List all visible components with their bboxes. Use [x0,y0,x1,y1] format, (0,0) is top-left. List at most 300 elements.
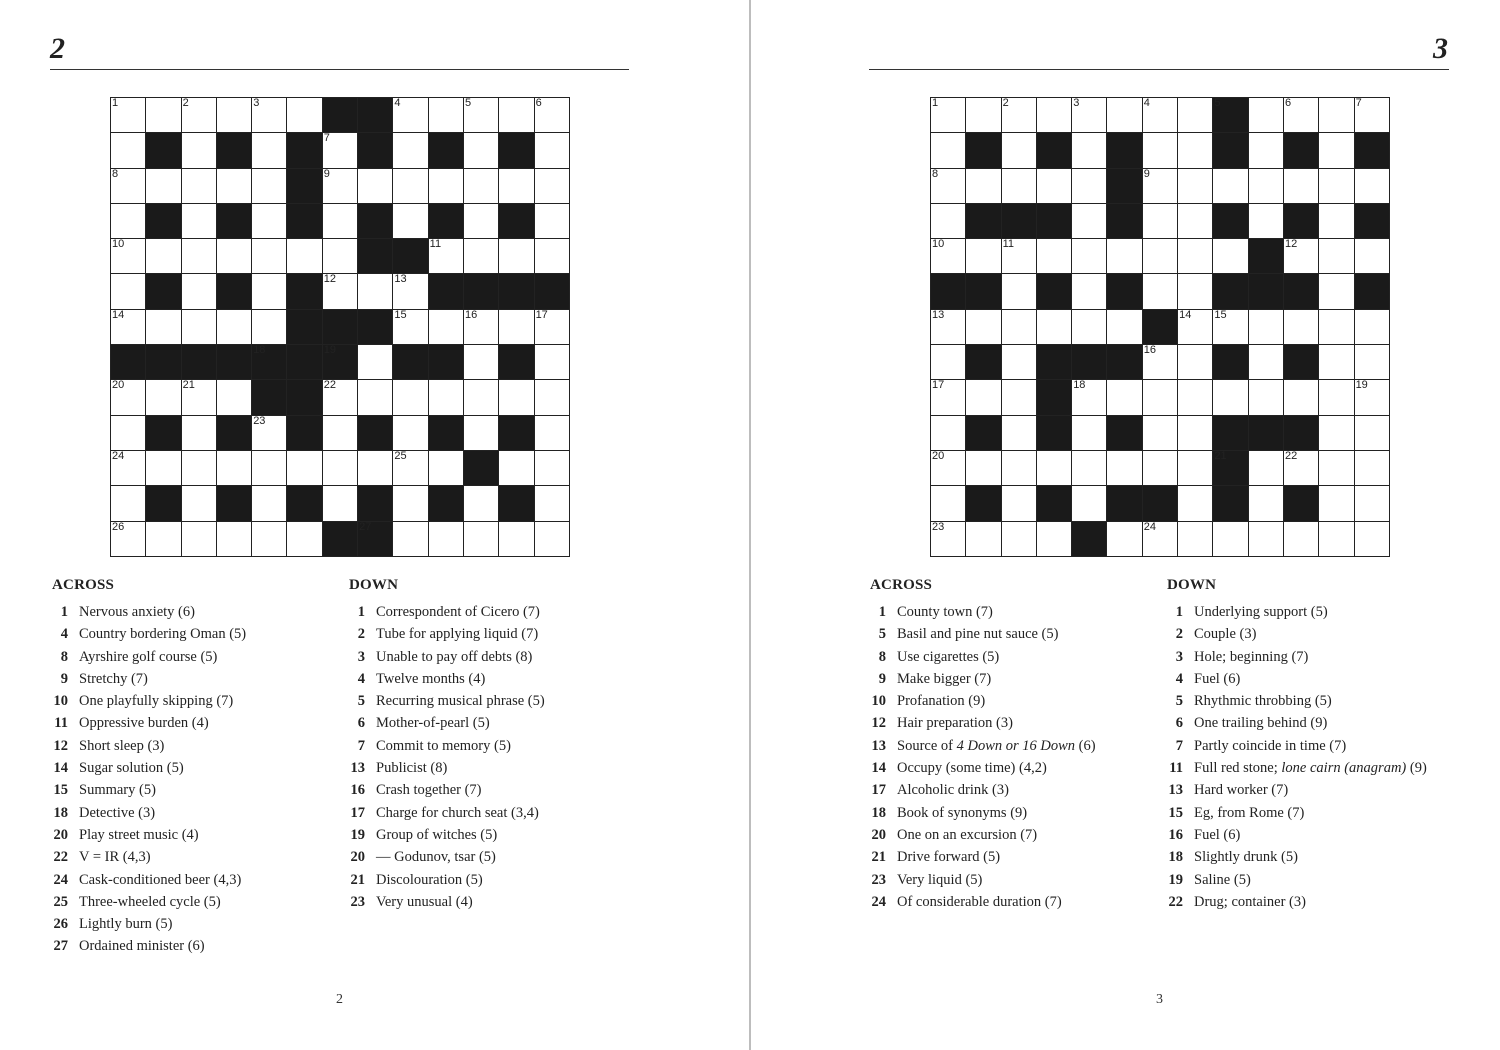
grid-block [1213,345,1247,379]
grid-cell[interactable] [1002,169,1036,203]
grid-cell[interactable] [1143,169,1177,203]
grid-block [1107,416,1141,450]
grid-cell[interactable] [323,486,357,520]
grid-cell[interactable] [1213,239,1247,273]
clue-number: 15 [1214,308,1227,321]
grid-block [1143,486,1177,520]
clue-item-text: Hair preparation (3) [897,715,1013,732]
grid-cell[interactable] [111,522,145,556]
grid-cell[interactable] [1072,380,1106,414]
grid-block [429,204,463,238]
grid-block [1107,345,1141,379]
grid-cell[interactable] [1178,486,1212,520]
grid-block [217,274,251,308]
grid-cell[interactable] [146,239,180,273]
grid-cell[interactable] [1107,310,1141,344]
grid-cell[interactable] [1002,451,1036,485]
grid-block [1213,133,1247,167]
grid-cell[interactable] [1319,345,1353,379]
grid-cell[interactable] [323,169,357,203]
grid-cell[interactable] [1143,204,1177,238]
grid-cell[interactable] [217,380,251,414]
grid-cell[interactable] [182,133,216,167]
grid-cell[interactable] [1002,133,1036,167]
grid-cell[interactable] [464,416,498,450]
grid-cell[interactable] [252,522,286,556]
grid-cell[interactable] [429,169,463,203]
grid-cell[interactable] [931,310,965,344]
grid-cell[interactable] [966,380,1000,414]
grid-cell[interactable] [1319,133,1353,167]
grid-cell[interactable] [429,380,463,414]
grid-cell[interactable] [1284,310,1318,344]
grid-cell[interactable] [393,310,427,344]
grid-cell[interactable] [1178,274,1212,308]
grid-cell[interactable] [1319,98,1353,132]
clue-number: 24 [1143,520,1157,533]
clue-item [48,623,328,645]
grid-cell[interactable] [535,416,569,450]
grid-cell[interactable] [464,522,498,556]
grid-cell[interactable] [1284,98,1318,132]
grid-cell[interactable] [146,169,180,203]
grid-cell[interactable] [111,239,145,273]
grid-cell[interactable] [1143,416,1177,450]
grid-cell[interactable] [217,522,251,556]
grid-cell[interactable] [464,486,498,520]
grid-block [1037,274,1071,308]
grid-block [287,133,321,167]
grid-cell[interactable] [217,239,251,273]
clue-item-number: 17 [871,782,886,799]
grid-cell[interactable] [1072,416,1106,450]
clue-item-number: 5 [878,626,886,643]
grid-cell[interactable] [1002,239,1036,273]
grid-cell[interactable] [111,451,145,485]
grid-cell[interactable] [1178,345,1212,379]
grid-cell[interactable] [358,345,392,379]
grid-cell[interactable] [393,169,427,203]
clue-item-text: Oppressive burden (4) [79,715,209,732]
grid-cell[interactable] [393,204,427,238]
clue-item [1163,712,1453,734]
grid-block [217,486,251,520]
grid-block [252,380,286,414]
grid-cell[interactable] [323,274,357,308]
grid-block [358,239,392,273]
grid-cell[interactable] [1143,274,1177,308]
grid-cell[interactable] [217,310,251,344]
grid-cell[interactable] [111,169,145,203]
grid-cell[interactable] [1355,486,1389,520]
grid-cell[interactable] [931,486,965,520]
grid-cell[interactable] [111,204,145,238]
grid-block [323,98,357,132]
grid-cell[interactable] [111,416,145,450]
grid-cell[interactable] [1319,310,1353,344]
grid-cell[interactable] [1178,416,1212,450]
grid-cell[interactable] [323,133,357,167]
grid-cell[interactable] [1143,522,1177,556]
grid-cell[interactable] [1355,345,1389,379]
grid-cell[interactable] [1002,345,1036,379]
clue-item-text: Play street music (4) [79,826,199,843]
grid-cell[interactable] [1107,451,1141,485]
clue-item [48,646,328,668]
grid-block [111,345,145,379]
clue-item-text: Occupy (some time) (4,2) [897,760,1047,777]
grid-cell[interactable] [358,274,392,308]
grid-cell[interactable] [1143,345,1177,379]
grid-cell[interactable] [1002,310,1036,344]
grid-block [217,133,251,167]
grid-cell[interactable] [1037,522,1071,556]
grid-cell[interactable] [252,169,286,203]
grid-block [429,416,463,450]
grid-cell[interactable] [1284,239,1318,273]
grid-cell[interactable] [217,451,251,485]
clue-item-text: Short sleep (3) [79,737,165,754]
grid-cell[interactable] [111,98,145,132]
clue-item-number: 7 [1175,737,1183,754]
grid-cell[interactable] [182,416,216,450]
grid-cell[interactable] [252,133,286,167]
grid-block [1213,274,1247,308]
grid-cell[interactable] [1178,133,1212,167]
grid-cell[interactable] [931,416,965,450]
grid-cell[interactable] [1178,451,1212,485]
grid-cell[interactable] [252,274,286,308]
grid-cell[interactable] [931,98,965,132]
grid-cell[interactable] [1213,380,1247,414]
grid-cell[interactable] [535,133,569,167]
grid-cell[interactable] [1037,310,1071,344]
grid-cell[interactable] [1002,522,1036,556]
grid-block [1213,451,1247,485]
grid-cell[interactable] [323,416,357,450]
grid-cell[interactable] [146,380,180,414]
grid-cell[interactable] [1107,522,1141,556]
grid-cell[interactable] [1284,380,1318,414]
page-number-header: 2 [50,32,65,65]
grid-cell[interactable] [393,451,427,485]
grid-block [429,133,463,167]
clue-item-number: 14 [53,760,68,777]
grid-cell[interactable] [1037,98,1071,132]
grid-cell[interactable] [358,169,392,203]
grid-block [966,133,1000,167]
grid-cell[interactable] [358,451,392,485]
grid-cell[interactable] [252,239,286,273]
grid-cell[interactable] [1002,380,1036,414]
grid-cell[interactable] [931,451,965,485]
grid-cell[interactable] [966,169,1000,203]
grid-cell[interactable] [182,522,216,556]
grid-cell[interactable] [1319,451,1353,485]
grid-cell[interactable] [1107,239,1141,273]
grid-cell[interactable] [499,169,533,203]
grid-cell[interactable] [182,274,216,308]
grid-cell[interactable] [464,169,498,203]
grid-cell[interactable] [1213,522,1247,556]
grid-cell[interactable] [287,98,321,132]
grid-cell[interactable] [966,522,1000,556]
clue-item [345,869,625,891]
grid-cell[interactable] [393,133,427,167]
grid-cell[interactable] [1284,169,1318,203]
grid-cell[interactable] [287,451,321,485]
grid-cell[interactable] [931,169,965,203]
grid-cell[interactable] [1249,310,1283,344]
clue-item [866,802,1146,824]
grid-cell[interactable] [535,522,569,556]
grid-cell[interactable] [1143,133,1177,167]
grid-cell[interactable] [1072,169,1106,203]
grid-cell[interactable] [1178,380,1212,414]
grid-cell[interactable] [499,522,533,556]
grid-cell[interactable] [464,345,498,379]
grid-cell[interactable] [499,98,533,132]
grid-cell[interactable] [111,310,145,344]
grid-cell[interactable] [429,522,463,556]
clue-item-text: Make bigger (7) [897,670,992,687]
grid-block [217,416,251,450]
grid-cell[interactable] [1072,204,1106,238]
grid-cell[interactable] [1355,522,1389,556]
grid-cell[interactable] [393,98,427,132]
clue-number: 16 [464,308,478,321]
grid-cell[interactable] [111,133,145,167]
grid-cell[interactable] [1178,522,1212,556]
grid-cell[interactable] [464,380,498,414]
grid-cell[interactable] [429,451,463,485]
grid-cell[interactable] [1072,239,1106,273]
grid-cell[interactable] [146,98,180,132]
grid-cell[interactable] [1355,169,1389,203]
crossword-grid[interactable] [930,97,1390,557]
grid-cell[interactable] [1249,98,1283,132]
grid-cell[interactable] [1072,486,1106,520]
grid-cell[interactable] [217,169,251,203]
clue-item-number: 8 [878,648,886,665]
grid-cell[interactable] [1249,169,1283,203]
grid-cell[interactable] [429,310,463,344]
grid-cell[interactable] [1178,310,1212,344]
grid-cell[interactable] [464,204,498,238]
grid-block [464,451,498,485]
grid-cell[interactable] [1249,522,1283,556]
grid-cell[interactable] [358,380,392,414]
clue-number: 2 [1002,97,1009,109]
grid-cell[interactable] [1249,451,1283,485]
grid-cell[interactable] [499,380,533,414]
grid-cell[interactable] [966,98,1000,132]
grid-cell[interactable] [1319,416,1353,450]
grid-cell[interactable] [1143,380,1177,414]
grid-cell[interactable] [931,522,965,556]
crossword-grid[interactable] [110,97,570,557]
grid-cell[interactable] [1319,274,1353,308]
grid-cell[interactable] [217,98,251,132]
grid-cell[interactable] [111,486,145,520]
grid-cell[interactable] [1072,274,1106,308]
grid-cell[interactable] [1355,239,1389,273]
grid-cell[interactable] [182,380,216,414]
clue-item [1163,779,1453,801]
grid-cell[interactable] [1355,451,1389,485]
grid-cell[interactable] [393,486,427,520]
grid-cell[interactable] [1319,239,1353,273]
clue-number: 16 [1143,344,1157,357]
grid-cell[interactable] [146,451,180,485]
clue-item [345,601,625,623]
grid-cell[interactable] [182,310,216,344]
grid-cell[interactable] [1037,451,1071,485]
grid-cell[interactable] [1355,416,1389,450]
grid-cell[interactable] [1002,486,1036,520]
grid-cell[interactable] [111,380,145,414]
grid-cell[interactable] [393,274,427,308]
clue-item-text: Use cigarettes (5) [897,648,1000,665]
grid-block [1249,239,1283,273]
grid-cell[interactable] [252,451,286,485]
grid-cell[interactable] [182,486,216,520]
grid-cell[interactable] [464,310,498,344]
grid-cell[interactable] [535,169,569,203]
grid-cell[interactable] [1002,98,1036,132]
grid-cell[interactable] [1319,169,1353,203]
grid-cell[interactable] [323,204,357,238]
grid-cell[interactable] [323,239,357,273]
grid-cell[interactable] [499,310,533,344]
clue-item [1163,891,1453,913]
clue-item-text: Drug; container (3) [1194,893,1306,910]
grid-cell[interactable] [1249,345,1283,379]
grid-cell[interactable] [182,169,216,203]
clue-item-number: 5 [357,693,365,710]
grid-cell[interactable] [182,239,216,273]
grid-cell[interactable] [182,204,216,238]
grid-cell[interactable] [1072,310,1106,344]
grid-cell[interactable] [1178,204,1212,238]
grid-cell[interactable] [146,522,180,556]
grid-cell[interactable] [1178,239,1212,273]
grid-cell[interactable] [499,239,533,273]
grid-cell[interactable] [966,310,1000,344]
grid-cell[interactable] [1284,451,1318,485]
grid-cell[interactable] [1178,98,1212,132]
grid-cell[interactable] [1037,169,1071,203]
grid-cell[interactable] [535,204,569,238]
grid-cell[interactable] [499,451,533,485]
grid-cell[interactable] [287,239,321,273]
grid-cell[interactable] [252,486,286,520]
grid-cell[interactable] [1284,522,1318,556]
grid-cell[interactable] [1319,380,1353,414]
grid-cell[interactable] [931,239,965,273]
clue-item-number: 21 [350,871,365,888]
grid-cell[interactable] [1249,486,1283,520]
grid-cell[interactable] [252,204,286,238]
grid-cell[interactable] [1249,204,1283,238]
grid-cell[interactable] [966,239,1000,273]
grid-cell[interactable] [931,133,965,167]
grid-cell[interactable] [931,380,965,414]
clue-number: 19 [1355,379,1368,392]
grid-cell[interactable] [1249,380,1283,414]
grid-cell[interactable] [535,451,569,485]
grid-cell[interactable] [1072,98,1106,132]
grid-cell[interactable] [1002,416,1036,450]
grid-cell[interactable] [429,239,463,273]
grid-cell[interactable] [931,345,965,379]
grid-cell[interactable] [464,133,498,167]
grid-cell[interactable] [1143,451,1177,485]
clue-item [1163,623,1453,645]
clue-item-number: 2 [357,626,365,643]
grid-cell[interactable] [287,522,321,556]
grid-cell[interactable] [966,451,1000,485]
grid-cell[interactable] [393,416,427,450]
grid-cell[interactable] [1319,522,1353,556]
grid-cell[interactable] [535,345,569,379]
grid-cell[interactable] [252,98,286,132]
grid-block [252,345,286,379]
grid-cell[interactable] [1319,204,1353,238]
grid-cell[interactable] [252,310,286,344]
grid-cell[interactable] [1249,133,1283,167]
grid-cell[interactable] [393,522,427,556]
grid-cell[interactable] [535,98,569,132]
grid-cell[interactable] [535,380,569,414]
grid-cell[interactable] [323,451,357,485]
grid-cell[interactable] [1143,239,1177,273]
grid-cell[interactable] [1319,486,1353,520]
grid-cell[interactable] [464,98,498,132]
grid-cell[interactable] [111,274,145,308]
grid-cell[interactable] [146,310,180,344]
grid-cell[interactable] [1213,310,1247,344]
grid-cell[interactable] [931,204,965,238]
grid-cell[interactable] [535,310,569,344]
grid-cell[interactable] [182,98,216,132]
grid-cell[interactable] [1355,98,1389,132]
grid-cell[interactable] [1355,310,1389,344]
grid-block [499,204,533,238]
grid-cell[interactable] [1002,274,1036,308]
grid-cell[interactable] [1178,169,1212,203]
grid-cell[interactable] [1107,380,1141,414]
grid-cell[interactable] [323,380,357,414]
clue-item-text: Saline (5) [1194,871,1251,888]
grid-cell[interactable] [182,451,216,485]
grid-cell[interactable] [252,416,286,450]
grid-cell[interactable] [464,239,498,273]
grid-cell[interactable] [1355,380,1389,414]
grid-cell[interactable] [1072,133,1106,167]
grid-block [1037,380,1071,414]
grid-cell[interactable] [429,98,463,132]
grid-cell[interactable] [1143,98,1177,132]
grid-cell[interactable] [393,380,427,414]
grid-cell[interactable] [535,239,569,273]
grid-block [1355,133,1389,167]
grid-cell[interactable] [1072,451,1106,485]
grid-cell[interactable] [1037,239,1071,273]
grid-cell[interactable] [1213,169,1247,203]
grid-cell[interactable] [535,486,569,520]
grid-cell[interactable] [1107,98,1141,132]
